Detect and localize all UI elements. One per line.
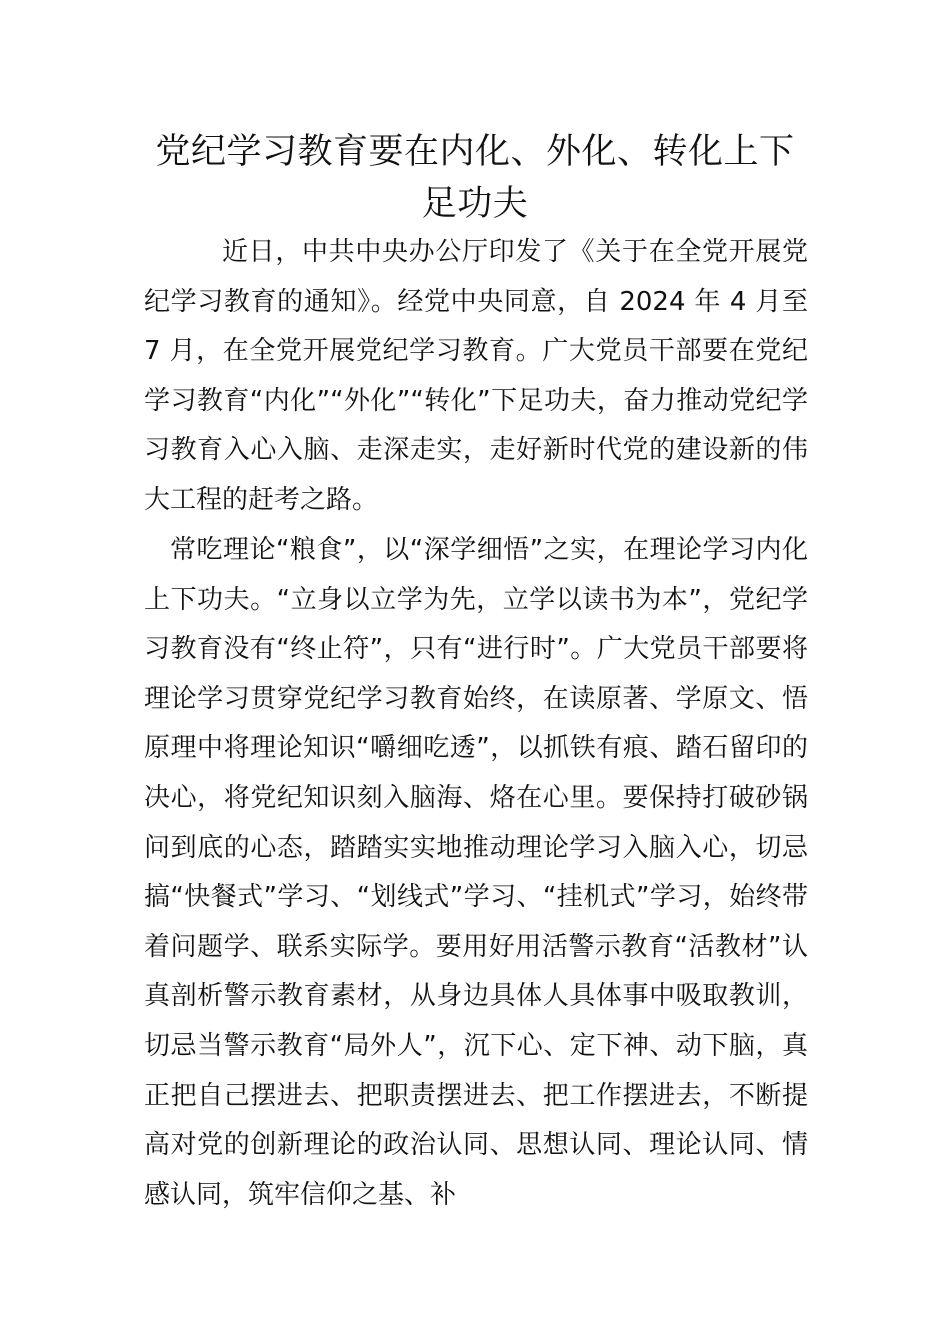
paragraph-intro: 近日，中共中央办公厅印发了《关于在全党开展党纪学习教育的通知》。经党中央同意，自 2024 年 4 月至 7 月，在全党开展党纪学习教育。广大党员干部要在党纪学习教育“内化”“外化”“转化”下足功夫，奋力推动党纪学习教育入心入脑、走深走实，走好新时代党的建设新的伟大工程的赶考之路。 (144, 237, 808, 515)
document-title: 党纪学习教育要在内化、外化、转化上下足功夫 (155, 132, 795, 224)
paragraph-theory-study: 常吃理论“粮食”，以“深学细悟”之实，在理论学习内化上下功夫。“立身以立学为先，立学以读书为本”，党纪学习教育没有“终止符”，只有“进行时”。广大党员干部要将理论学习贯穿党纪学习教育始终，在读原著、学原文、悟原理中将理论知识“嚼细吃透”，以抓铁有痕、踏石留印的决心，将党纪知识刻入脑海、烙在心里。要保持打破砂锅问到底的心态，踏踏实实地推动理论学习入脑入心，切忌搞“快餐式”学习、“划线式”学习、“挂机式”学习，始终带着问题学、联系实际学。要用好用活警示教育“活教材”认真剖析警示教育素材，从身边具体人具体事中吸取教训，切忌当警示教育“局外人”，沉下心、定下神、动下脑，真正把自己摆进去、把职责摆进去、把工作摆进去，不断提高对党的创新理论的政治认同、思想认同、理论认同、情感认同，筑牢信仰之基、补 (144, 535, 808, 1210)
